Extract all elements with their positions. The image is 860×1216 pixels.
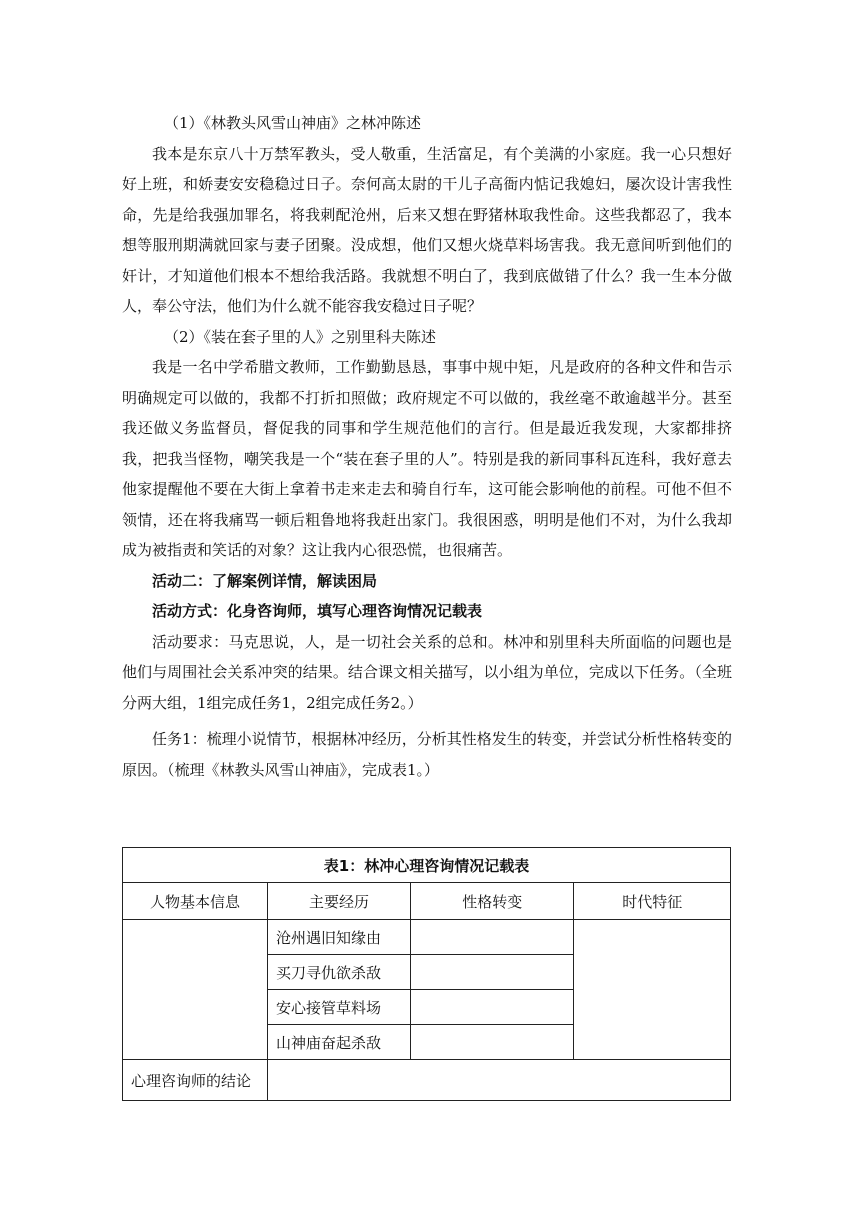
section1-heading: （1）《林教头风雪山神庙》之林冲陈述 [164,114,422,132]
header-experience: 主要经历 [267,883,410,920]
personality-cell[interactable] [411,990,574,1025]
header-era-features: 时代特征 [574,883,731,920]
header-personality-change: 性格转变 [411,883,574,920]
section1-body: 我本是东京八十万禁军教头，受人敬重，生活富足，有个美满的小家庭。我一心只想好好上班，和娇妻安安稳稳过日子。奈何高太尉的干儿子高衙内惦记我媳妇，屡次设计害我性命，先是给我强加罪名，将我刺配沧州，后来又想在野猪林取我性命。这些我都忍了，我本想等服刑期满就回家与妻子团聚。没成想，他们又想火烧草料场害我。我无意间听到他们的奸计，才知道他们根本不想给我活路。我就想不明白了，我到底做错了什么？我一生本分做人，奉公守法，他们为什么就不能容我安稳过日子呢？ [122,144,732,315]
activity-requirement: 活动要求：马克思说，人，是一切社会关系的总和。林冲和别里科夫所面临的问题也是他们与周围社会关系冲突的结果。结合课文相关描写，以小组为单位，完成以下任务。（全班分两大组，1组完成任务1，2组完成任务2。） [122,632,732,712]
conclusion-label: 心理咨询师的结论 [123,1060,268,1101]
section2-body: 我是一名中学希腊文教师，工作勤勤恳恳，事事中规中矩，凡是政府的各种文件和告示明确规定可以做的，我都不打折扣照做；政府规定不可以做的，我丝毫不敢逾越半分。甚至我还做义务监督员，督促我的同事和学生规范他们的言行。但是最近我发现，大家都排挤我，把我当怪物，嘲笑我是一个“装在套子里的人”。特别是我的新同事科瓦连科，我好意去他家提醒他不要在大街上拿着书走来走去和骑自行车，这可能会影响他的前程。可他不但不领情，还在将我痛骂一顿后粗鲁地将我赶出家门。我很困惑，明明是他们不对，为什么我却成为被指责和笑话的对象？这让我内心很恐慌，也很痛苦。 [122,358,732,559]
activity2-title: 活动二：了解案例详情，解读困局 [152,571,378,590]
experience-cell: 沧州遇旧知缘由 [267,920,410,955]
experience-cell: 安心接管草料场 [267,990,410,1025]
personality-cell[interactable] [411,1025,574,1060]
task1-text: 任务1：梳理小说情节，根据林冲经历，分析其性格发生的转变，并尝试分析性格转变的原因。（梳理《林教头风雪山神庙》，完成表1。） [122,730,732,779]
header-basic-info: 人物基本信息 [123,883,268,920]
activity-method: 活动方式：化身咨询师，填写心理咨询情况记载表 [152,602,483,620]
section2-heading: （2）《装在套子里的人》之别里科夫陈述 [164,327,437,346]
document-body [122,108,732,785]
table-caption: 表1：林冲心理咨询情况记载表 [123,848,731,883]
record-table [122,847,731,1101]
basic-info-cell[interactable] [123,920,268,1060]
experience-cell: 买刀寻仇欲杀敌 [267,955,410,990]
personality-cell[interactable] [411,955,574,990]
era-features-cell[interactable] [574,920,731,1060]
experience-cell: 山神庙奋起杀敌 [267,1025,410,1060]
conclusion-cell[interactable] [267,1060,730,1101]
personality-cell[interactable] [411,920,574,955]
